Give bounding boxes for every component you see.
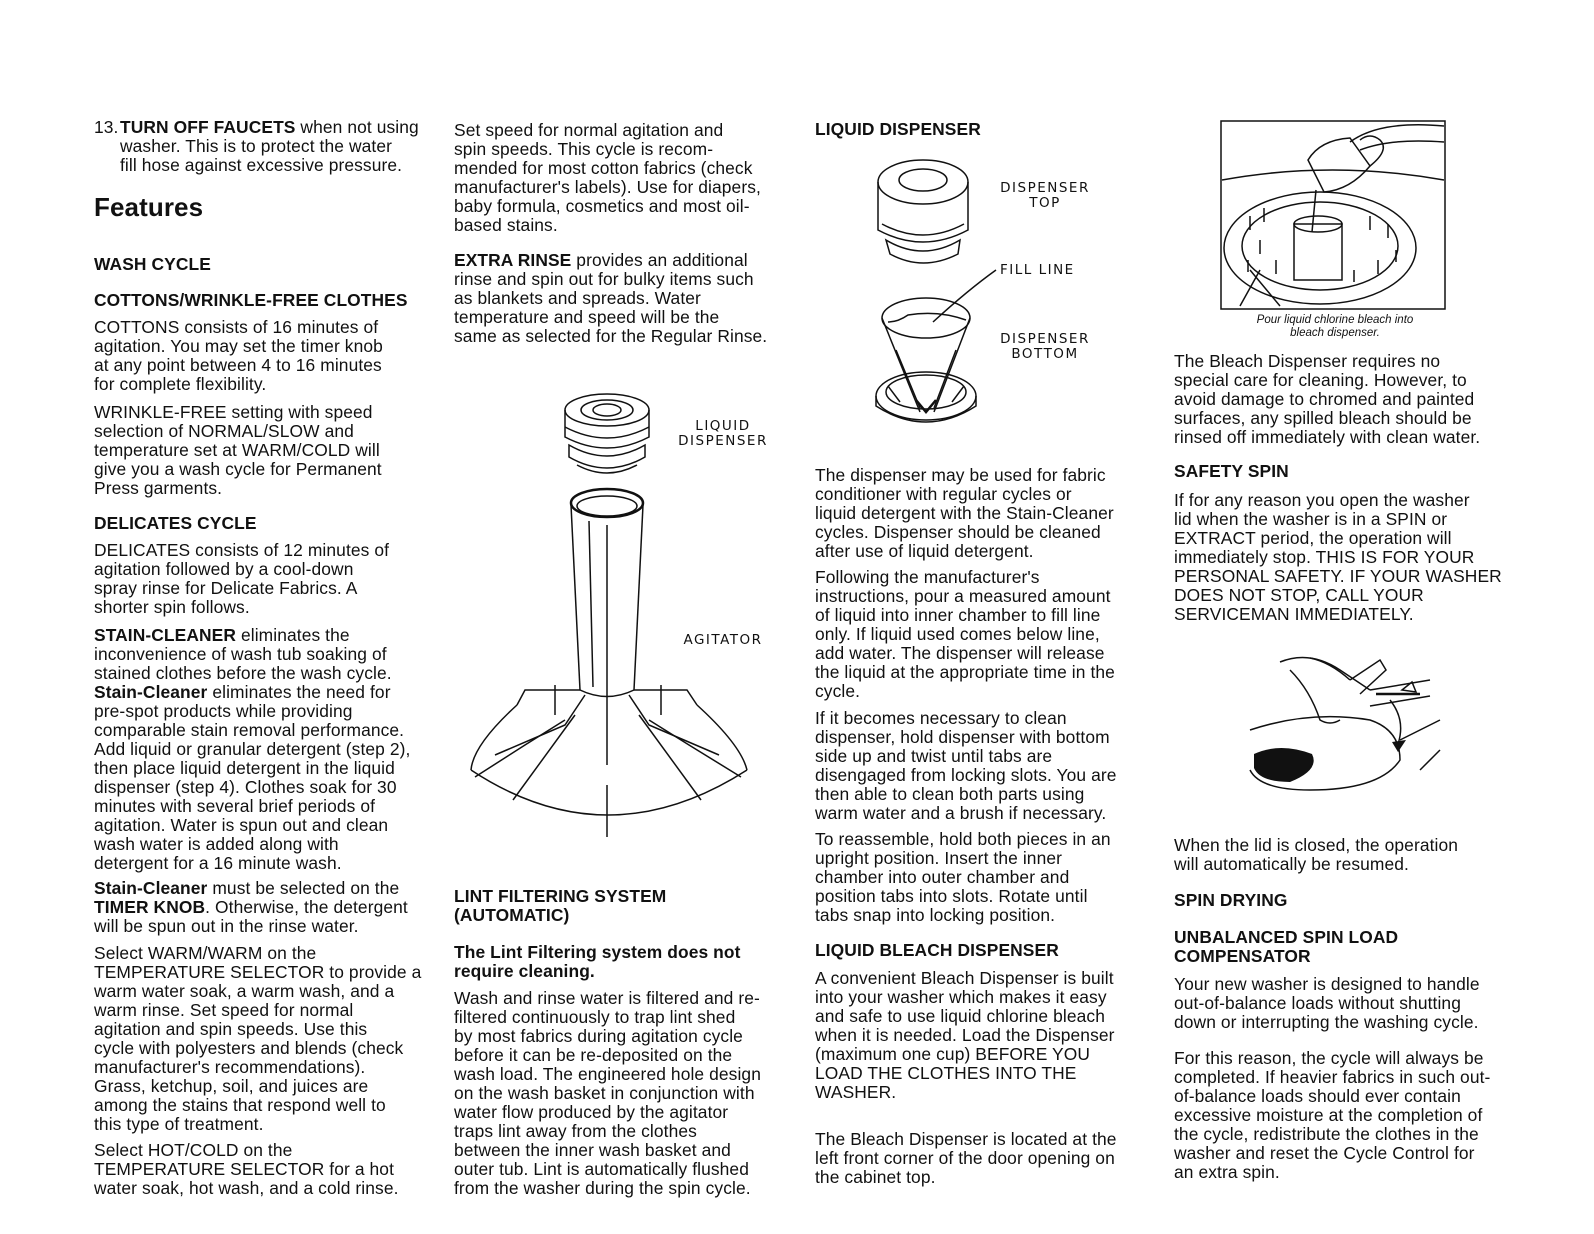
unbalanced-heading: UNBALANCED SPIN LOAD COMPENSATOR xyxy=(1174,927,1399,966)
lint-paragraph: Wash and rinse water is filtered and re- filtered continuously to trap lint shed by most fabrics during agitation cycle before it can be re-deposited on the wash load. The engineered hole design on the wash basket in conjunction with water flow produced by the agitator traps lint away from the clothes between the inner wash basket and outer tub. Lint is automatically flushed from the washer during the spin cycle. xyxy=(454,988,761,1198)
safety-spin-illustration xyxy=(1250,650,1440,800)
item-13: 13. TURN OFF FAUCETS when not using washer. This is to protect the water fill hose against excessive pressure. xyxy=(94,117,419,175)
bleach-location-paragraph: The Bleach Dispenser is located at the left front corner of the door opening on the cabinet top. xyxy=(815,1129,1117,1187)
cottons-paragraph: COTTONS consists of 16 minutes of agitation. You may set the timer knob at any point between 4 to 16 minutes for complete flexibility. xyxy=(94,317,383,394)
liquid-dispenser-heading: LIQUID DISPENSER xyxy=(815,119,981,139)
wash-cycle-heading: WASH CYCLE xyxy=(94,254,211,274)
wrinkle-free-paragraph: WRINKLE-FREE setting with speed selection of NORMAL/SLOW and temperature set at WARM/COLD will give you a wash cycle for Permanent Press garments. xyxy=(94,402,382,498)
measuring-cup xyxy=(1308,136,1383,192)
unbalanced-paragraph: Your new washer is designed to handle out-of-balance loads without shutting down or interrupting the washing cycle. xyxy=(1174,974,1480,1032)
liquid-dispenser-illustration xyxy=(565,394,649,473)
dispenser-top-label: DISPENSER TOP xyxy=(1000,180,1090,211)
cottons-heading: COTTONS/WRINKLE-FREE CLOTHES xyxy=(94,290,408,310)
spin-drying-heading: SPIN DRYING xyxy=(1174,890,1288,910)
agitator-illustration xyxy=(471,489,747,837)
dispenser-bottom-illustration xyxy=(876,298,976,422)
following-instructions-paragraph: Following the manufacturer's instructions, pour a measured amount of liquid into inner chamber to fill line only. If liquid used comes below line, add water. The dispenser will release the liquid at the appropriate time in the cycle. xyxy=(815,567,1115,701)
liquid-dispenser-label: LIQUID DISPENSER xyxy=(678,418,768,449)
bleach-caption: Pour liquid chlorine bleach into bleach dispenser. xyxy=(1256,314,1414,339)
features-title: Features xyxy=(94,192,204,222)
delicates-paragraph: DELICATES consists of 12 minutes of agitation followed by a cool-down spray rinse for Delicate Fabrics. A shorter spin follows. xyxy=(94,540,390,617)
hot-cold-paragraph: Select HOT/COLD on the TEMPERATURE SELECTOR for a hot water soak, hot wash, and a cold rinse. xyxy=(94,1140,399,1198)
agitator-diagram xyxy=(465,385,795,855)
bleach-pour-illustration xyxy=(1220,120,1446,310)
agitator-label: AGITATOR xyxy=(683,632,763,648)
lint-subheading: The Lint Filtering system does not require cleaning. xyxy=(454,942,741,981)
cleaning-paragraph: If it becomes necessary to clean dispenser, hold dispenser with bottom side up and twist until tabs are disengaged from locking slots. You are then able to clean both parts using warm water and a brush if necessary. xyxy=(815,708,1117,823)
extra-rinse-paragraph: EXTRA RINSE provides an additional rinse and spin out for bulky items such as blankets and spreads. Water temperature and speed will be the same as selected for the Regular Rinse. xyxy=(454,250,768,346)
lint-heading: LINT FILTERING SYSTEM (AUTOMATIC) xyxy=(454,886,667,925)
dispenser-usage-paragraph: The dispenser may be used for fabric conditioner with regular cycles or liquid detergent with the Stain-Cleaner cycles. Dispenser should be cleaned after use of liquid detergent. xyxy=(815,465,1114,561)
safety-spin-paragraph: If for any reason you open the washer lid when the washer is in a SPIN or EXTRACT period, the operation will immediately stop. THIS IS FOR YOUR PERSONAL SAFETY. IF YOUR WASHER DOES NOT STOP, CALL YOUR SERVICEMAN IMMEDIATELY. xyxy=(1174,490,1502,624)
fill-line-label: FILL LINE xyxy=(1000,262,1075,278)
reassemble-paragraph: To reassemble, hold both pieces in an upright position. Insert the inner chamber into outer chamber and position tabs into slots. Rotate until tabs snap into locking position. xyxy=(815,829,1111,925)
safety-spin-heading: SAFETY SPIN xyxy=(1174,461,1289,481)
liquid-bleach-heading: LIQUID BLEACH DISPENSER xyxy=(815,940,1059,960)
delicates-heading: DELICATES CYCLE xyxy=(94,513,257,533)
speed-paragraph: Set speed for normal agitation and spin speeds. This cycle is recom- mended for most cotton fabrics (check manufacturer's labels). Use for diapers, baby formula, cosmetics and most oil- based stains. xyxy=(454,120,761,235)
dispenser-top-illustration xyxy=(878,160,968,263)
bleach-dispenser-paragraph: A convenient Bleach Dispenser is built into your washer which makes it easy and safe to use liquid chlorine bleach when it is needed. Load the Dispenser (maximum one cup) BEFORE YOU LOAD THE CLOTHES INTO THE WASHER. xyxy=(815,968,1115,1102)
lid-closed-paragraph: When the lid is closed, the operation will automatically be resumed. xyxy=(1174,835,1459,874)
warm-warm-paragraph: Select WARM/WARM on the TEMPERATURE SELECTOR to provide a warm water soak, a warm wash, and a warm rinse. Set speed for normal agitation and spin speeds. Use this cycle with polyesters and blends (check manufacturer's recommendations). Grass, ketchup, soil, and juices are among the stains that respond well to this type of treatment. xyxy=(94,943,422,1134)
reason-paragraph: For this reason, the cycle will always be completed. If heavier fabrics in such out- of-balance loads should ever contain excessive moisture at the completion of the cycle, redistribute the clothes in the washer and reset the Cycle Control for an extra spin. xyxy=(1174,1048,1491,1182)
stain-cleaner-paragraph: STAIN-CLEANER eliminates the inconvenience of wash tub soaking of stained clothes before the wash cycle. Stain-Cleaner eliminates the need for pre-spot products while providing comparable stain removal performance. Add liquid or granular detergent (step 2), then place liquid detergent in the liquid dispenser (step 4). Clothes soak for 30 minutes with several brief periods of agitation. Water is spun out and clean wash water is added along with detergent for a 16 minute wash. xyxy=(94,625,411,873)
stain-cleaner-timer-paragraph: Stain-Cleaner must be selected on the TIMER KNOB. Otherwise, the detergent will be spun out in the rinse water. xyxy=(94,878,408,936)
dispenser-bottom-label: DISPENSER BOTTOM xyxy=(1000,331,1090,362)
agitator-holes xyxy=(1248,208,1396,282)
bleach-care-paragraph: The Bleach Dispenser requires no special care for cleaning. However, to avoid damage to chromed and painted surfaces, any spilled bleach should be rinsed off immediately with clean water. xyxy=(1174,351,1481,447)
